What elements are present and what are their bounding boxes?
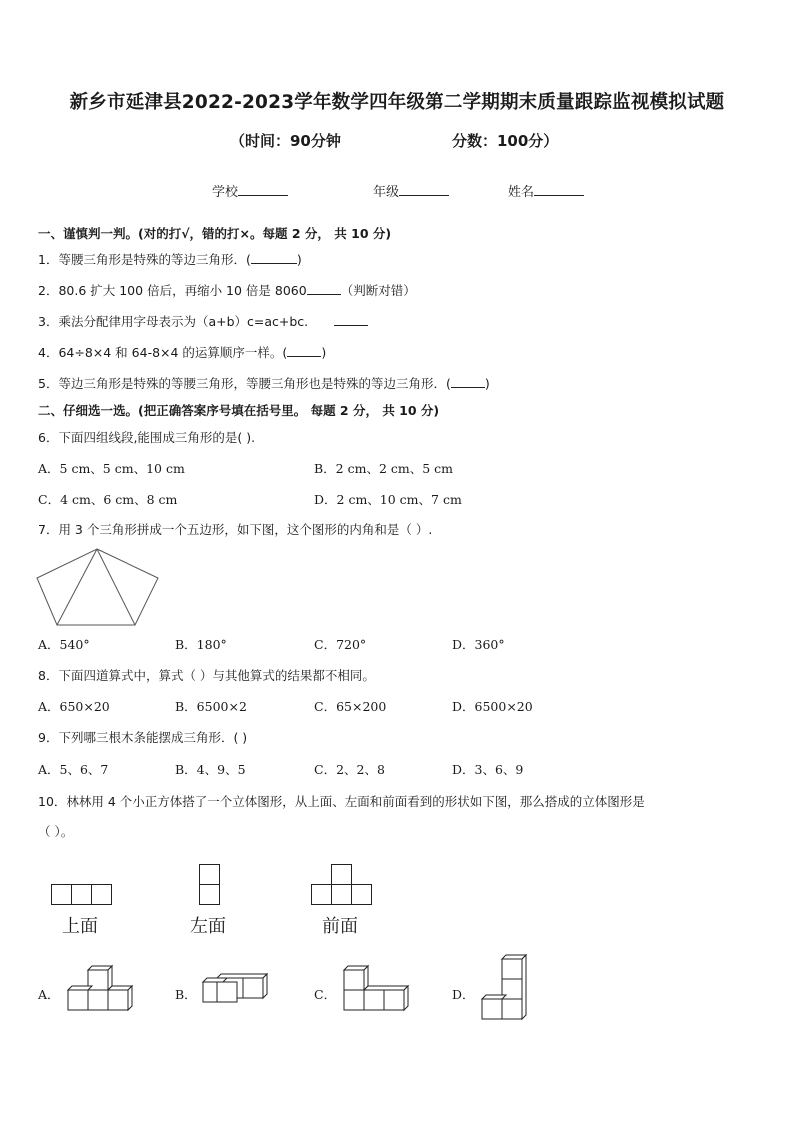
name-field[interactable] xyxy=(508,181,584,200)
question-3 xyxy=(38,312,368,330)
name-label: 姓名 xyxy=(508,185,535,200)
q10-option-d-label[interactable]: D． xyxy=(452,987,475,1002)
question-1 xyxy=(38,250,302,268)
q6-option-d[interactable]: D．2 cm、10 cm、7 cm xyxy=(314,492,462,507)
top-view-figure xyxy=(51,884,113,906)
q7-option-b[interactable]: B．180° xyxy=(175,637,227,652)
grade-field[interactable] xyxy=(373,181,449,200)
question-4-text: 4．64÷8×4 和 64-8×4 的运算顺序一样。( xyxy=(38,345,288,360)
q6-option-a[interactable]: A．5 cm、5 cm、10 cm xyxy=(38,461,185,476)
q8-option-d[interactable]: D．6500×20 xyxy=(452,699,533,714)
section1-heading: 一、谨慎判一判。(对的打√，错的打×。每题 2 分， 共 10 分) xyxy=(38,226,392,241)
answer-blank-3[interactable] xyxy=(334,313,368,326)
question-5-end: ) xyxy=(484,376,490,391)
exam-time: （时间：90分钟 xyxy=(230,132,341,150)
question-1-end: ) xyxy=(296,252,302,267)
q6-option-b[interactable]: B．2 cm、2 cm、5 cm xyxy=(314,461,454,476)
q9-option-b[interactable]: B．4、9、5 xyxy=(175,762,246,777)
cube-figure-a[interactable] xyxy=(64,966,134,1012)
cube-figure-b[interactable] xyxy=(203,974,269,1004)
answer-blank-2[interactable] xyxy=(307,282,341,295)
cube-figure-d[interactable] xyxy=(478,955,528,1021)
question-5 xyxy=(38,374,490,392)
pentagon-figure xyxy=(36,548,166,628)
question-2-end: （判断对错） xyxy=(340,283,416,298)
section2-heading: 二、仔细选一选。(把正确答案序号填在括号里。 每题 2 分， 共 10 分) xyxy=(38,403,440,418)
answer-blank-5[interactable] xyxy=(451,375,485,388)
question-4 xyxy=(38,343,326,361)
exam-title: 新乡市延津县2022-2023学年数学四年级第二学期期末质量跟踪监视模拟试题 xyxy=(69,92,725,113)
question-10-blank: （ ）。 xyxy=(38,824,74,839)
q7-option-c[interactable]: C．720° xyxy=(314,637,367,652)
q10-option-c-label[interactable]: C． xyxy=(314,987,337,1002)
school-label: 学校 xyxy=(212,185,239,200)
q9-option-c[interactable]: C．2、2、8 xyxy=(314,762,385,777)
question-8: 8．下面四道算式中，算式（ ）与其他算式的结果都不相同。 xyxy=(38,668,375,683)
school-blank[interactable] xyxy=(238,182,288,196)
q7-option-a[interactable]: A．540° xyxy=(38,637,90,652)
answer-blank-4[interactable] xyxy=(287,344,321,357)
question-1-text: 1．等腰三角形是特殊的等边三角形．( xyxy=(38,252,251,267)
name-blank[interactable] xyxy=(534,182,584,196)
top-view-label: 上面 xyxy=(62,916,98,937)
q10-option-b-label[interactable]: B． xyxy=(175,987,197,1002)
front-view-figure xyxy=(311,864,373,906)
q10-option-a-label[interactable]: A． xyxy=(38,987,60,1002)
pentagon-diagonal-1 xyxy=(57,549,97,625)
grade-blank[interactable] xyxy=(399,182,449,196)
q8-option-c[interactable]: C．65×200 xyxy=(314,699,387,714)
school-field[interactable] xyxy=(212,181,288,200)
question-3-text: 3．乘法分配律用字母表示为（a+b）c=ac+bc. xyxy=(38,314,309,329)
question-6: 6．下面四组线段,能围成三角形的是( ). xyxy=(38,430,256,445)
grade-label: 年级 xyxy=(373,185,400,200)
question-2 xyxy=(38,281,416,299)
exam-score: 分数：100分） xyxy=(452,132,559,150)
q9-option-a[interactable]: A．5、6、7 xyxy=(38,762,109,777)
q8-option-b[interactable]: B．6500×2 xyxy=(175,699,247,714)
question-7: 7．用 3 个三角形拼成一个五边形，如下图，这个图形的内角和是（ ）. xyxy=(38,522,433,537)
pentagon-outline xyxy=(37,549,158,625)
answer-blank-1[interactable] xyxy=(251,251,297,264)
left-view-label: 左面 xyxy=(190,916,226,937)
question-9: 9．下列哪三根木条能摆成三角形．( ) xyxy=(38,730,248,745)
cube-figure-c[interactable] xyxy=(340,966,410,1012)
q7-option-d[interactable]: D．360° xyxy=(452,637,505,652)
question-5-text: 5．等边三角形是特殊的等腰三角形，等腰三角形也是特殊的等边三角形．( xyxy=(38,376,451,391)
q8-option-a[interactable]: A．650×20 xyxy=(38,699,110,714)
front-view-label: 前面 xyxy=(322,916,358,937)
question-4-end: ) xyxy=(321,345,327,360)
question-2-text: 2．80.6 扩大 100 倍后，再缩小 10 倍是 8060 xyxy=(38,283,307,298)
pentagon-diagonal-2 xyxy=(97,549,135,625)
q9-option-d[interactable]: D．3、6、9 xyxy=(452,762,524,777)
q6-option-c[interactable]: C．4 cm、6 cm、8 cm xyxy=(38,492,178,507)
left-view-figure xyxy=(199,864,221,906)
question-10: 10．林林用 4 个小正方体搭了一个立体图形，从上面、左面和前面看到的形状如下图，那么搭成的立体图形是 xyxy=(38,794,645,809)
